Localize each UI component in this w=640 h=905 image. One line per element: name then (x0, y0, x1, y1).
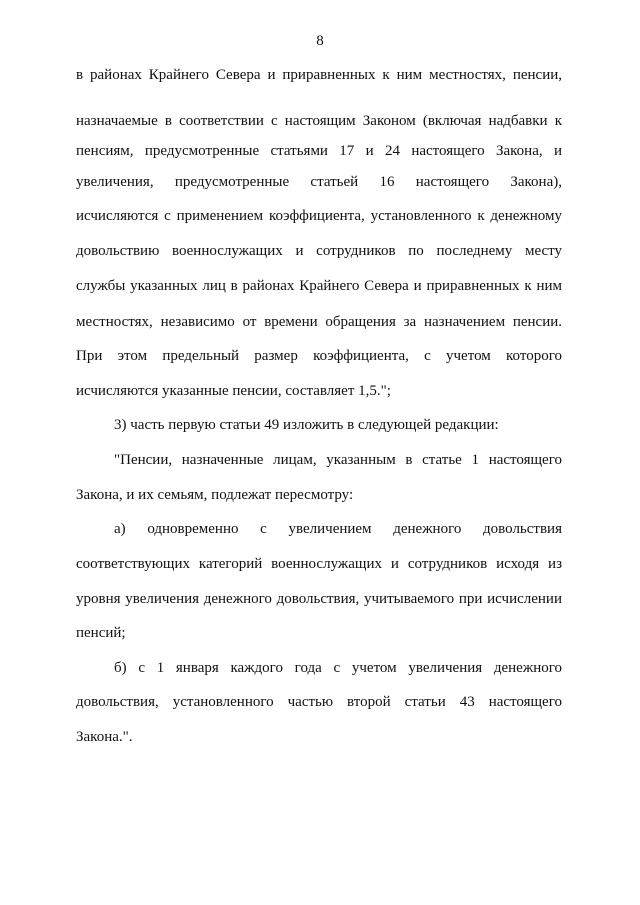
page-number: 8 (316, 33, 324, 49)
text-line: службы указанных лиц в районах Крайнего Севера и приравненных к ним (76, 278, 562, 294)
text-line: уровня увеличения денежного довольствия, учитываемого при исчислении (76, 591, 562, 607)
text-line: исчисляются указанные пенсии, составляет 1,5."; (76, 383, 391, 399)
text-line: увеличения, предусмотренные статьей 16 настоящего Закона), (76, 174, 562, 190)
quoted-paragraph-start: "Пенсии, назначенные лицам, указанным в статье 1 настоящего (114, 452, 562, 468)
text-line: соответствующих категорий военнослужащих и сотрудников исходя из (76, 556, 562, 572)
text-line: назначаемые в соответствии с настоящим Законом (включая надбавки к (76, 113, 562, 129)
text-line: При этом предельный размер коэффициента, с учетом которого (76, 348, 562, 364)
text-line: пенсиям, предусмотренные статьями 17 и 24 настоящего Закона, и (76, 143, 562, 159)
paragraph-3-heading: 3) часть первую статьи 49 изложить в следующей редакции: (114, 417, 499, 433)
text-line: пенсий; (76, 625, 126, 641)
text-line: исчисляются с применением коэффициента, установленного к денежному (76, 208, 562, 224)
text-line: довольствию военнослужащих и сотрудников по последнему месту (76, 243, 562, 259)
text-line: местностях, независимо от времени обращения за назначением пенсии. (76, 314, 562, 330)
subitem-b-start: б) с 1 января каждого года с учетом увеличения денежного (114, 660, 562, 676)
text-line: в районах Крайнего Севера и приравненных к ним местностях, пенсии, (76, 67, 562, 83)
subitem-a-start: а) одновременно с увеличением денежного довольствия (114, 521, 562, 537)
text-line: довольствия, установленного частью второй статьи 43 настоящего (76, 694, 562, 710)
text-line: Закона, и их семьям, подлежат пересмотру: (76, 487, 354, 503)
text-line: Закона.". (76, 729, 133, 745)
